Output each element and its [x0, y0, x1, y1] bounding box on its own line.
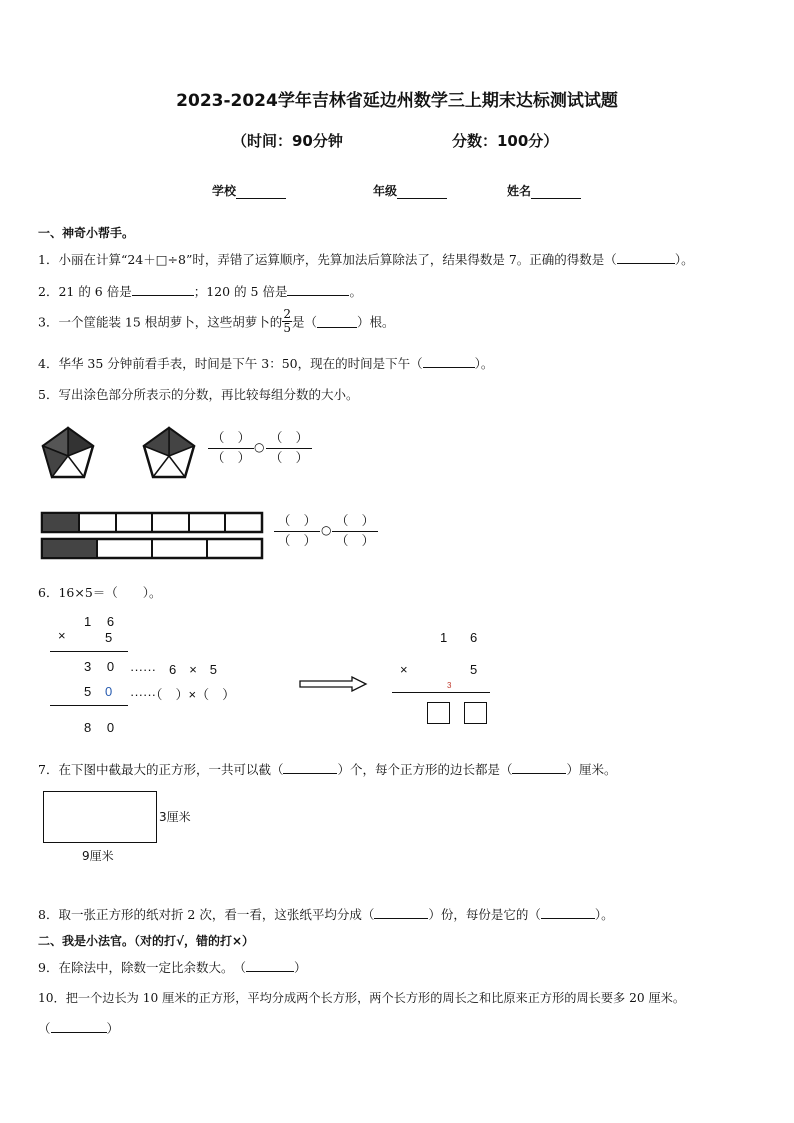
q1-answer-blank[interactable] — [617, 251, 675, 264]
q6-answer-box-1[interactable] — [427, 702, 450, 724]
school-blank[interactable] — [236, 186, 286, 199]
pentagon-right — [144, 428, 194, 477]
q6-right-rule — [392, 692, 490, 693]
q6-right-times: × — [400, 662, 408, 677]
q5-frac2-num: （ ） — [266, 429, 312, 449]
q6-left-rule-1 — [50, 651, 128, 652]
strip-six-parts — [42, 513, 262, 532]
q2-blank-2[interactable] — [287, 283, 349, 296]
q3-denominator: 5 — [283, 321, 291, 335]
q7-part-b: ）个，每个正方形的边长都是（ — [337, 762, 513, 777]
q6-left-row-2-zero: 0 — [105, 684, 113, 699]
q8-blank-2[interactable] — [541, 906, 595, 919]
q6-left-row-1: 3 0 — [84, 659, 121, 674]
q5-frac1-den: （ ） — [211, 451, 251, 466]
q7-rectangle — [43, 791, 157, 843]
question-8 — [38, 905, 614, 923]
question-2 — [38, 282, 362, 300]
q6-left-times: × — [58, 628, 66, 643]
q9-end: ） — [293, 960, 307, 975]
q5-frac2-den: （ ） — [269, 451, 309, 466]
question-6: 6．16×5＝（ ）。 — [38, 585, 162, 600]
q6-left-row-1-note: ······ 6 × 5 — [130, 662, 218, 677]
q7-part-a: 7．在下图中截最大的正方形，一共可以截（ — [38, 762, 284, 777]
q3-fraction — [282, 308, 292, 335]
page-title: 2023-2024学年吉林省延边州数学三上期末达标测试试题 — [176, 91, 618, 111]
question-3 — [38, 308, 394, 335]
question-5: 5．写出涂色部分所表示的分数，再比较每组分数的大小。 — [38, 387, 359, 402]
grade-label: 年级 — [373, 184, 398, 198]
q2-part-c: 。 — [349, 284, 362, 299]
grade-field — [373, 182, 447, 199]
q3-part-b: 是（ — [291, 314, 317, 330]
q5-frac3-den: （ ） — [277, 534, 317, 549]
q9-text: 9．在除法中，除数一定比余数大。 （ — [38, 960, 246, 975]
right-arrow-icon — [298, 676, 370, 692]
q8-part-c: ）。 — [594, 907, 614, 922]
q6-right-carry: 3 — [447, 681, 452, 690]
q6-left-result: 8 0 — [84, 720, 121, 735]
q6-left-multiplier: 5 — [105, 630, 113, 645]
q5-fraction-3[interactable] — [274, 512, 320, 551]
q7-width-label: 9厘米 — [82, 849, 114, 863]
q8-part-a: 8．取一张正方形的纸对折 2 次，看一看，这张纸平均分成（ — [38, 907, 375, 922]
q4-end: ）。 — [474, 356, 494, 371]
q2-part-a: 2．21 的 6 倍是 — [38, 284, 132, 299]
q6-left-rule-2 — [50, 705, 128, 706]
q3-answer-blank[interactable] — [317, 315, 357, 328]
question-9 — [38, 958, 306, 976]
q6-left-row-2-digit: 5 — [84, 684, 92, 699]
grade-blank[interactable] — [397, 186, 447, 199]
q5-frac4-den: （ ） — [335, 534, 375, 549]
question-10: 10．把一个边长为 10 厘米的正方形，平均分成两个长方形，两个长方形的周长之和比原来正方形的周长要多 20 厘米。 — [38, 991, 686, 1005]
q5-compare-circle-2[interactable]: ○ — [321, 523, 332, 537]
name-field — [507, 182, 581, 199]
q5-frac1-num: （ ） — [208, 429, 254, 449]
question-7 — [38, 760, 617, 778]
q5-fraction-4[interactable] — [332, 512, 378, 551]
q5-frac3-num: （ ） — [274, 512, 320, 532]
pentagon-left — [43, 428, 93, 477]
q3-part-c: ）根。 — [356, 314, 395, 330]
q8-blank-1[interactable] — [374, 906, 428, 919]
q7-blank-1[interactable] — [283, 761, 337, 774]
q5-fraction-1[interactable] — [208, 429, 254, 468]
q4-text: 4．华华 35 分钟前看手表，时间是下午 3：50，现在的时间是下午（ — [38, 356, 423, 371]
q6-right-tens: 1 — [440, 630, 448, 645]
section-1-heading: 一、神奇小帮手。 — [38, 226, 135, 240]
school-field — [212, 182, 286, 199]
q6-right-multiplier: 5 — [470, 662, 478, 677]
question-4 — [38, 354, 493, 372]
q1-text: 1．小丽在计算“24＋□÷8”时，弄错了运算顺序，先算加法后算除法了，结果得数是 7。正确的得数是（ — [38, 252, 617, 267]
name-blank[interactable] — [531, 186, 581, 199]
school-label: 学校 — [212, 184, 237, 198]
q5-fraction-2[interactable] — [266, 429, 312, 468]
question-10-answer — [38, 1019, 119, 1037]
q10-answer-blank[interactable] — [51, 1020, 107, 1033]
q2-part-b: ；120 的 5 倍是 — [193, 284, 288, 299]
exam-score: 分数：100分） — [452, 132, 559, 150]
q6-answer-box-2[interactable] — [464, 702, 487, 724]
section-2-heading: 二、我是小法官。（对的打√，错的打×） — [38, 934, 255, 948]
strip-figures — [40, 511, 266, 561]
q6-right-ones: 6 — [470, 630, 478, 645]
q6-left-multiplicand: 1 6 — [84, 614, 121, 629]
pentagon-figures — [40, 425, 200, 485]
q5-compare-circle-1[interactable]: ○ — [254, 440, 265, 454]
question-1 — [38, 250, 694, 268]
q2-blank-1[interactable] — [132, 283, 194, 296]
q7-height-label: 3厘米 — [159, 810, 191, 824]
q3-part-a: 3．一个筐能装 15 根胡萝卜，这些胡萝卜的 — [38, 314, 283, 330]
q7-part-c: ）厘米。 — [566, 762, 617, 777]
q1-end: ）。 — [674, 252, 694, 267]
q10-end: ） — [106, 1021, 120, 1036]
q8-part-b: ）份，每份是它的（ — [428, 907, 541, 922]
name-label: 姓名 — [507, 184, 532, 198]
strip-four-parts — [42, 539, 262, 558]
q9-answer-blank[interactable] — [246, 959, 294, 972]
q5-frac4-num: （ ） — [332, 512, 378, 532]
exam-time: （时间：90分钟 — [232, 132, 343, 150]
q3-numerator: 2 — [283, 307, 291, 321]
q6-left-row-2-note: ······（ ）×（ ） — [130, 687, 236, 702]
q7-blank-2[interactable] — [512, 761, 566, 774]
q10-open: （ — [38, 1021, 51, 1036]
q4-answer-blank[interactable] — [423, 355, 475, 368]
